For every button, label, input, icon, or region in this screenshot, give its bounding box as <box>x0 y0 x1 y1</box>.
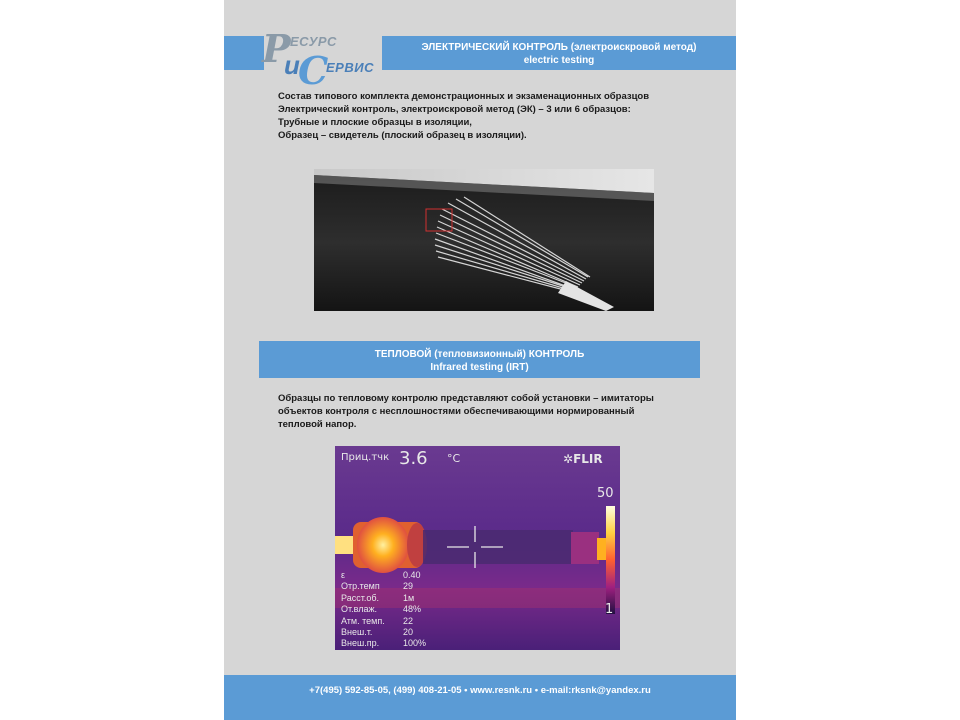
param-key: ε <box>341 570 346 580</box>
param-value: 22 <box>403 615 414 626</box>
param-key: Отр.темп <box>341 581 380 592</box>
company-logo <box>258 26 378 93</box>
electric-description <box>278 90 649 142</box>
temperature-unit: °C <box>447 452 461 465</box>
param-key: Атм. темп. <box>341 615 385 626</box>
logo-letter-s: С <box>298 48 329 93</box>
param-key: Внеш.пр. <box>341 638 380 649</box>
param-value: 48% <box>403 604 422 615</box>
text-line: Трубные и плоские образцы в изоляции, <box>278 117 472 128</box>
logo-letter-r: Р <box>262 26 291 71</box>
scale-min-label: 1 <box>605 602 614 617</box>
text-line: объектов контроля с несплошностями обеспечивающими нормированный <box>278 406 635 417</box>
section-title-en: Infrared testing (IRT) <box>430 362 529 373</box>
section-header-electric <box>382 36 736 70</box>
text-line: Электрический контроль, электроискровой метод (ЭК) – 3 или 6 образцов: <box>278 104 631 115</box>
thermal-camera-image <box>335 446 620 650</box>
infrared-description <box>278 392 654 431</box>
electric-testing-photo <box>314 169 654 311</box>
param-value: 0.40 <box>403 570 421 580</box>
param-value: 1м <box>403 592 415 603</box>
param-key: Расст.об. <box>341 592 379 603</box>
contact-info: +7(495) 592-85-05, (499) 408-21-05 • www.resnk.ru • e-mail:rksnk@yandex.ru <box>309 685 651 696</box>
param-value: 20 <box>403 627 414 638</box>
section-title-ru: ТЕПЛОВОЙ (тепловизионный) КОНТРОЛЬ <box>374 349 585 360</box>
text-line: Образцы по тепловому контролю представляют собой установки – имитаторы <box>278 393 654 404</box>
logo-word-top: ЕСУРС <box>290 34 337 49</box>
section-header-infrared <box>259 341 700 378</box>
flir-snowflake-icon: ✲ <box>563 452 574 466</box>
param-value: 100% <box>403 638 427 649</box>
flir-brand-text: FLIR <box>573 452 603 466</box>
spot-label: Приц.тчк <box>341 452 390 463</box>
text-line: Образец – свидетель (плоский образец в изоляции). <box>278 130 527 141</box>
section-title-ru: ЭЛЕКТРИЧЕСКИЙ КОНТРОЛЬ (электроискровой метод) <box>421 42 697 53</box>
scale-max-label: 50 <box>597 486 614 501</box>
logo-letter-i: и <box>284 50 300 80</box>
logo-word-bottom: ЕРВИС <box>326 60 374 75</box>
text-line: тепловой напор. <box>278 419 357 430</box>
contact-footer <box>224 675 736 720</box>
section-title-en: electric testing <box>523 55 595 66</box>
param-value: 29 <box>403 581 414 592</box>
spot-value: 3.6 <box>399 448 428 469</box>
flir-brand-logo <box>563 452 603 466</box>
text-line: Состав типового комплекта демонстрационных и экзаменационных образцов <box>278 91 650 102</box>
param-key: От.влаж. <box>341 604 377 615</box>
param-key: Внеш.т. <box>341 627 373 638</box>
camera-parameters <box>341 570 443 650</box>
